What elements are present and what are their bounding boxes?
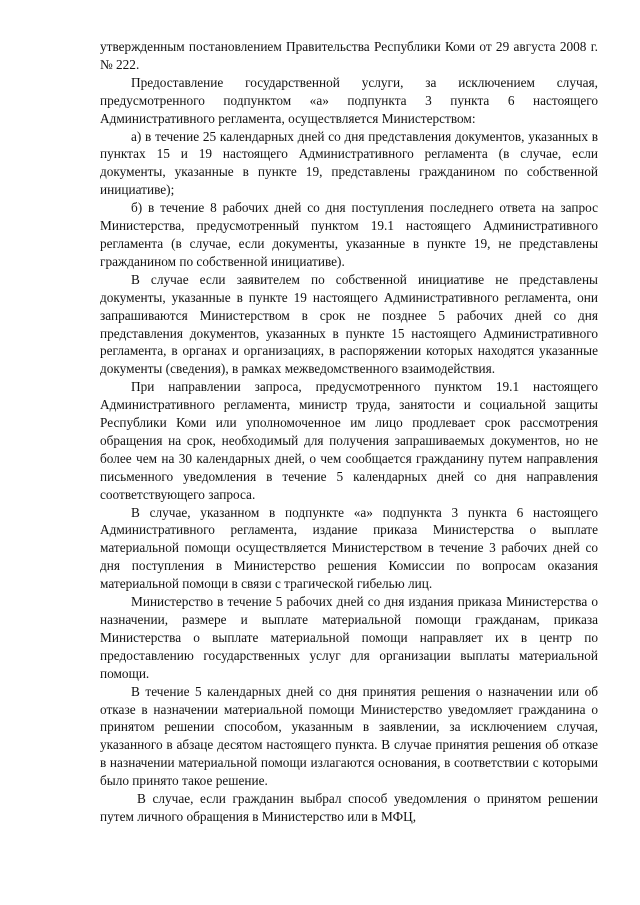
paragraph-notification: В течение 5 календарных дней со дня принятия решения о назначении или об отказе в назначении материальной помощи Министерство уведомляет гражданина о принятом решении способом, указанным в заявлении, за исключением случая, указанного в абзаце десятом настоящего пункта. В случае принятия решения об отказе в назначении материальной помощи излагаются основания, в соответствии с которыми было принято такое решение.: [100, 683, 598, 789]
paragraph-item-b: б) в течение 8 рабочих дней со дня поступления последнего ответа на запрос Министерства, предусмотренный пунктом 19.1 настоящего Административного регламента (в случае, если документы, указанные в пункте 19, не представлены гражданином по собственной инициативе).: [100, 200, 598, 269]
paragraph-documents-request: В случае если заявителем по собственной инициативе не представлены документы, указанные в пункте 19 настоящего Административного регламента, они запрашиваются Министерством в срок не позднее 5 рабочих дней со дня представления документов, указанных в пункте 15 настоящего Административного регламента, в органах и организациях, в распоряжении которых находятся указанные документы (сведения), в рамках межведомственного взаимодействия.: [100, 271, 598, 377]
paragraph-continuation: утвержденным постановлением Правительства Республики Коми от 29 августа 2008 г. № 222.: [100, 39, 598, 72]
paragraph-item-a: а) в течение 25 календарных дней со дня представления документов, указанных в пунктах 15 и 19 настоящего Административного регламента (в случае, если документы, указанные в пункте 19, представлены гражданином по собственной инициативе);: [100, 128, 598, 198]
paragraph-request-extension: При направлении запроса, предусмотренного пунктом 19.1 настоящего Административного регламента, министр труда, занятости и социальной защиты Республики Коми или уполномоченное им лицо продлевает срок рассмотрения обращения на срок, необходимый для получения запрашиваемых документов, но не более чем на 30 календарных дней, о чем сообщается гражданину путем направления письменного уведомления в течение 5 календарных дней со дня направления соответствующего запроса.: [100, 379, 598, 502]
paragraph-order-issue: В случае, указанном в подпункте «а» подпункта 3 пункта 6 настоящего Административного регламента, издание приказа Министерства о выплате материальной помощи осуществляется Министерством в течение 3 рабочих дней со дня поступления в Министерство решения Комиссии по вопросам оказания материальной помощи в связи с трагической гибелью лиц.: [100, 504, 598, 592]
paragraph-order-transfer: Министерство в течение 5 рабочих дней со дня издания приказа Министерства о назначении, размере и выплате материальной помощи гражданам, приказа Министерства о выплате материальной помощи направляет их в центр по предоставлению государственных услуг для организации выплаты материальной помощи.: [100, 594, 598, 681]
document-page: [100, 38, 598, 826]
paragraph-service-provision: Предоставление государственной услуги, за исключением случая, предусмотренного подпунктом «а» подпункта 3 пункта 6 настоящего Административного регламента, осуществляется Министерством:: [100, 74, 598, 126]
paragraph-personal-visit: В случае, если гражданин выбрал способ уведомления о принятом решении путем личного обращения в Министерство или в МФЦ,: [100, 791, 598, 824]
